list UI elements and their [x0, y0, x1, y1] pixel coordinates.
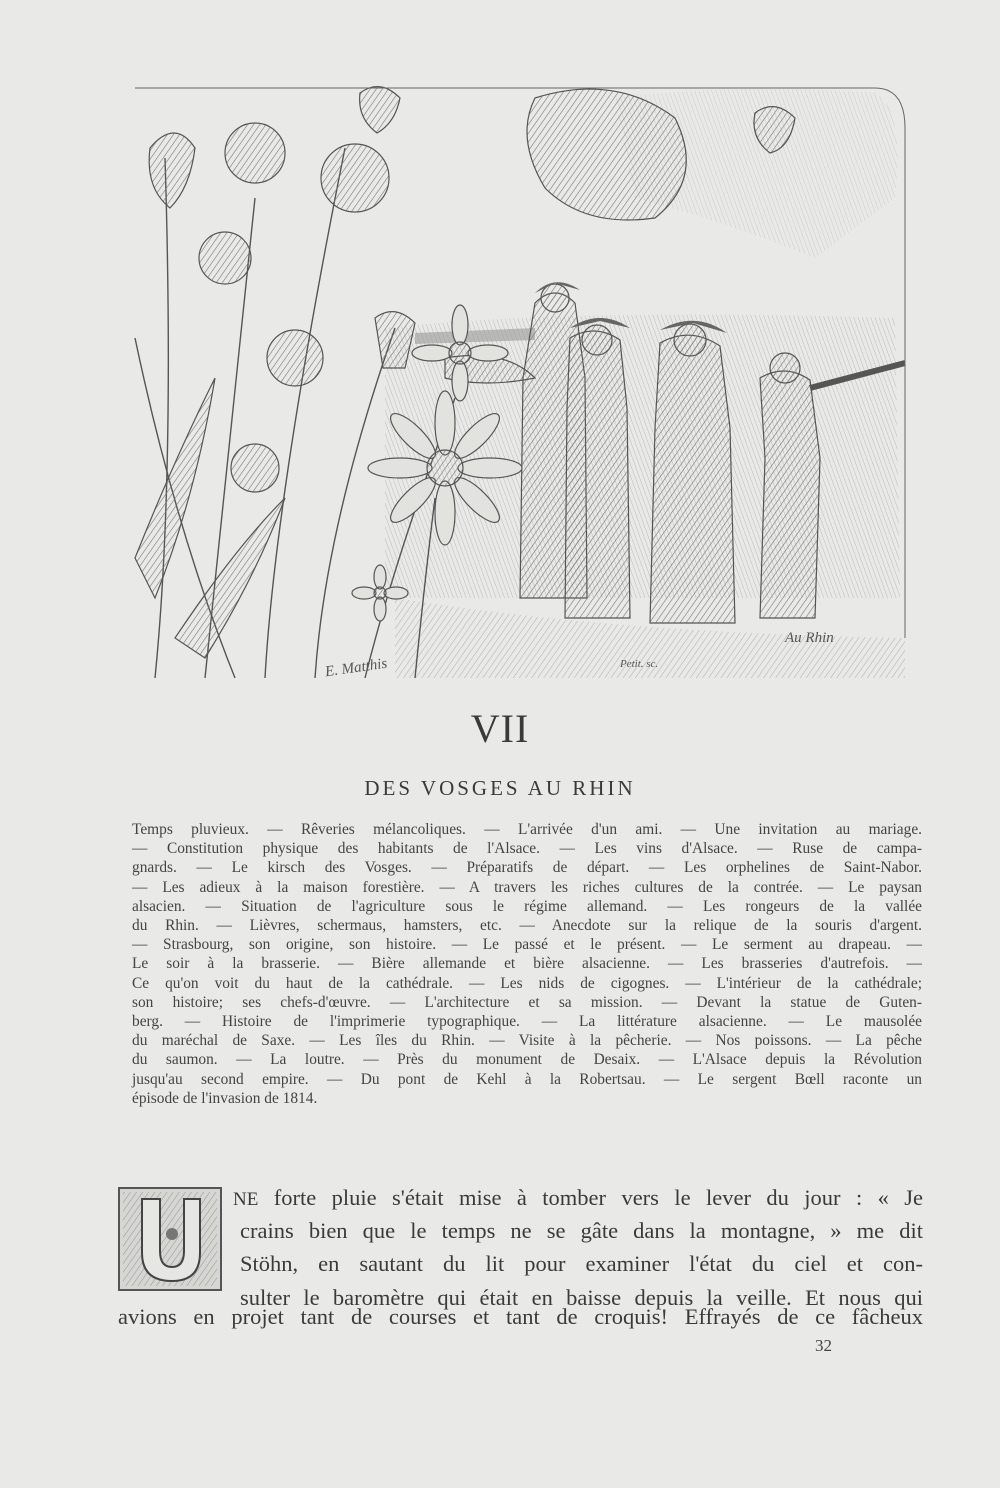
summary-line: du Rhin. — Lièvres, schermaus, hamsters, etc. — Anecdote sur la relique de la souris d'argent.	[132, 917, 922, 935]
summary-line: gnards. — Le kirsch des Vosges. — Préparatifs de départ. — Les orphelines de Saint-Nabor.	[132, 859, 922, 877]
summary-line: — Strasbourg, son origine, son histoire. — Le passé et le présent. — Le serment au drapeau. —	[132, 936, 922, 954]
summary-line: — Constitution physique des habitants de l'Alsace. — Les vins d'Alsace. — Ruse de campa-	[132, 840, 922, 858]
summary-line: jusqu'au second empire. — Du pont de Kehl à la Robertsau. — Le sergent Bœll raconte un	[132, 1070, 922, 1088]
page-number: 32	[815, 1336, 832, 1355]
summary-line: Ce qu'on voit du haut de la cathédrale. — Les nids de cigognes. — L'intérieur de la cathédrale;	[132, 974, 922, 992]
summary-line: épisode de l'invasion de 1814.	[132, 1089, 318, 1107]
engraver-signature: Petit. sc.	[620, 658, 659, 670]
artist-signature: E. Matthis	[324, 655, 389, 681]
summary-line: Temps pluvieux. — Rêveries mélancoliques. — L'arrivée d'un ami. — Une invitation au mariage.	[132, 821, 922, 838]
chapter-number: VII	[470, 706, 530, 751]
ornamental-drop-cap	[118, 1187, 222, 1291]
body-line-1-rest: forte pluie s'était mise à tomber vers le lever du jour : « Je	[273, 1185, 924, 1210]
body-line: Stöhn, en sautant du lit pour examiner l'état du ciel et con-	[240, 1251, 923, 1276]
summary-line: berg. — Histoire de l'imprimerie typographique. — La littérature alsacienne. — Le mausolée	[132, 1013, 922, 1031]
body-line: crains bien que le temps ne se gâte dans la montagne, » me dit	[240, 1218, 923, 1243]
first-word-rest: NE	[233, 1189, 259, 1210]
engraving-illustration	[115, 78, 910, 700]
engraving-drawing	[115, 78, 910, 700]
illustration-caption: Au Rhin	[785, 630, 834, 646]
summary-line: Le soir à la brasserie. — Bière allemande et bière alsacienne. — Les brasseries d'autrefois. —	[132, 955, 922, 973]
summary-line: son histoire; ses chefs-d'œuvre. — L'architecture et sa mission. — Devant la statue de Guten-	[132, 993, 922, 1011]
summary-line: — Les adieux à la maison forestière. — A travers les riches cultures de la contrée. — Le paysan	[132, 878, 922, 896]
chapter-summary	[132, 820, 922, 1108]
body-line: sulter le baromètre qui était en baisse depuis la veille. Et nous qui	[240, 1285, 923, 1310]
summary-line: du maréchal de Saxe. — Les îles du Rhin. — Visite à la pêcherie. — Nos poissons. — La pêche	[132, 1032, 922, 1050]
chapter-title: DES VOSGES AU RHIN	[364, 776, 636, 800]
summary-line: du saumon. — La loutre. — Près du monument de Desaix. — L'Alsace depuis la Révolution	[132, 1051, 922, 1069]
body-line	[233, 1185, 923, 1211]
body-line: avions en projet tant de courses et tant de croquis! Effrayés de ce fâcheux	[118, 1304, 923, 1329]
summary-line: alsacien. — Situation de l'agriculture sous le régime allemand. — Les rongeurs de la vallée	[132, 897, 922, 915]
drop-cap-ornament	[120, 1189, 220, 1289]
